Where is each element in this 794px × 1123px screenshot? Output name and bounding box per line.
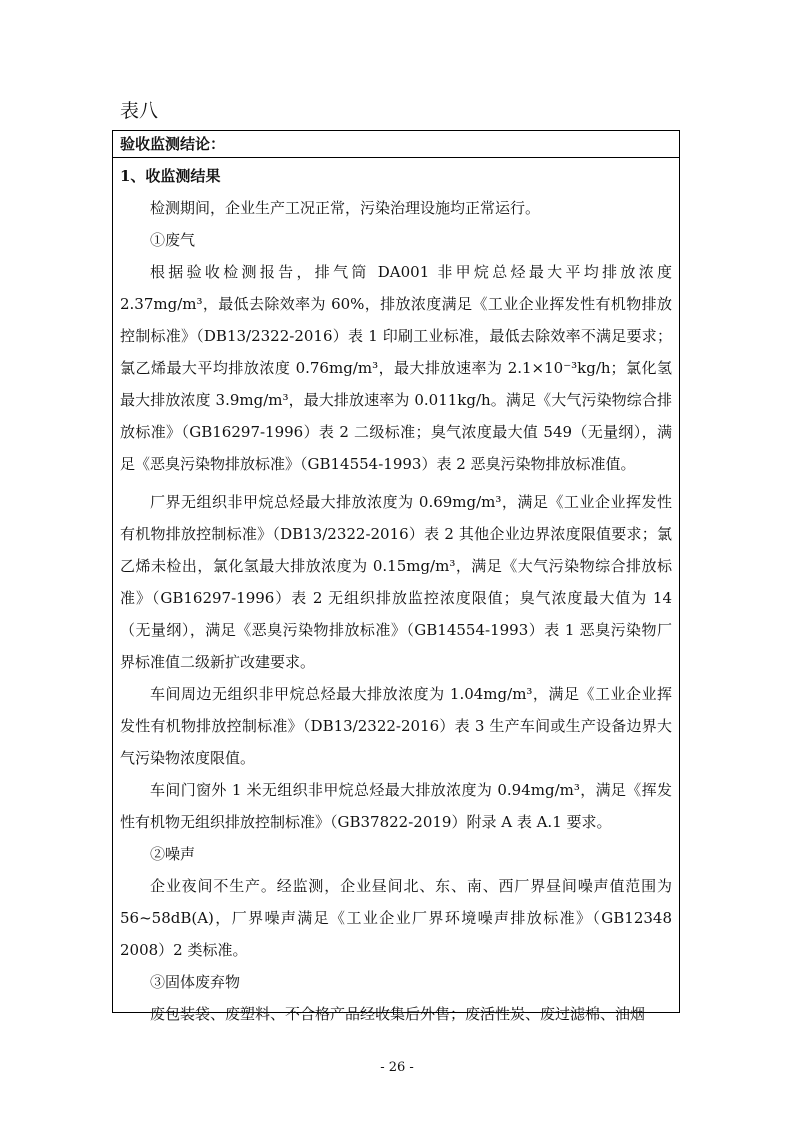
conclusion-table — [112, 130, 680, 1023]
paragraph: 根据验收检测报告，排气筒 DA001 非甲烷总烃最大平均排放浓度 2.37mg/m³，最低去除效率为 60%，排放浓度满足《工业企业挥发性有机物排放控制标准》（DB13/2322-2016）表 1 印刷工业标准，最低去除效率不满足要求；氯乙烯最大平均排放浓度 0.76mg/m³，最大排放速率为 2.1×10⁻³kg/h；氯化氢最大排放浓度 3.9mg/m³，最大排放速率为 0.011kg/h。满足《大气污染物综合排放标准》（GB16297-1996）表 2 二级标准；臭气浓度最大值 549（无量纲），满足《恶臭污染物排放标准》（GB14554-1993）表 2 恶臭污染物排放标准值。 — [120, 263, 672, 473]
results-heading: 1、收监测结果 — [120, 167, 221, 185]
content-area — [113, 158, 679, 1030]
paragraph: 企业夜间不生产。经监测，企业昼间北、东、南、西厂界昼间噪声值范围为 56~58dB(A)，厂界噪声满足《工业企业厂界环境噪声排放标准》（GB12348 2008）2 类标准。 — [120, 877, 672, 959]
paragraph: 厂界无组织非甲烷总烃最大排放浓度为 0.69mg/m³，满足《工业企业挥发性有机物排放控制标准》（DB13/2322-2016）表 2 其他企业边界浓度限值要求；氯乙烯未检出，氯化氢最大排放浓度为 0.15mg/m³，满足《大气污染物综合排放标准》（GB16297-1996）表 2 无组织排放监控浓度限值；臭气浓度最大值为 14（无量纲），满足《恶臭污染物排放标准》（GB14554-1993）表 1 恶臭污染物厂界标准值二级新扩改建要求。 — [120, 493, 672, 671]
paragraph: 车间门窗外 1 米无组织非甲烷总烃最大排放浓度为 0.94mg/m³，满足《挥发性有机物无组织排放控制标准》（GB37822-2019）附录 A 表 A.1 要求。 — [120, 781, 672, 831]
page-number: - 26 - — [380, 1060, 414, 1075]
paragraph: 检测期间，企业生产工况正常，污染治理设施均正常运行。 — [150, 199, 541, 217]
paragraph: 废包装袋、废塑料、不合格产品经收集后外售；废活性炭、废过滤棉、油烟 — [150, 1005, 646, 1023]
section-header: 验收监测结论： — [113, 131, 679, 158]
paragraph-list — [120, 192, 672, 1030]
subsection-label: ①废气 — [150, 231, 196, 249]
table-title: 表八 — [120, 100, 159, 122]
paragraph: 车间周边无组织非甲烷总烃最大排放浓度为 1.04mg/m³，满足《工业企业挥发性有机物排放控制标准》（DB13/2322-2016）表 3 生产车间或生产设备边界大气污染物浓度限值。 — [120, 685, 672, 767]
subsection-label: ③固体废弃物 — [150, 973, 241, 991]
subsection-label: ②噪声 — [150, 845, 196, 863]
